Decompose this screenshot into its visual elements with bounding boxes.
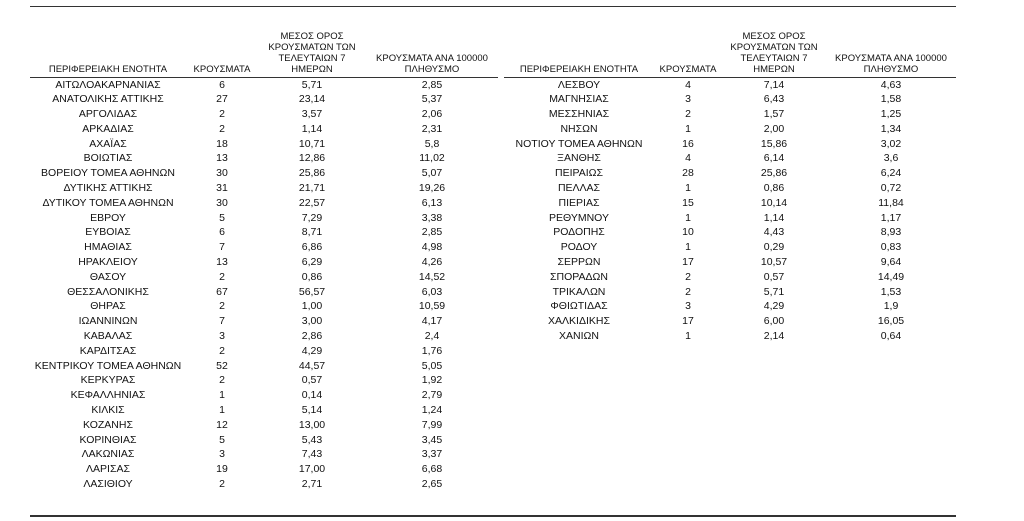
avg7-cell: 0,57 <box>301 374 323 387</box>
avg7-cell: 2,00 <box>763 122 785 135</box>
cases-table-right <box>504 20 956 344</box>
cases-cell: 52 <box>216 359 228 372</box>
cases-cell: 2 <box>219 270 225 283</box>
per100k-cell: 2,79 <box>421 389 443 402</box>
per100k-cell: 4,98 <box>421 241 443 254</box>
region-cell: ΦΘΙΩΤΙΔΑΣ <box>550 300 608 313</box>
table-body-left <box>30 77 498 492</box>
avg7-cell: 21,71 <box>298 182 326 195</box>
table-row <box>30 211 498 226</box>
cases-cell: 7 <box>219 315 225 328</box>
per100k-cell: 0,83 <box>880 241 902 254</box>
per100k-cell: 2,31 <box>421 122 443 135</box>
header-row <box>30 20 498 77</box>
region-cell: ΚΕΡΚΥΡΑΣ <box>80 374 136 387</box>
avg7-cell: 4,43 <box>763 226 785 239</box>
cases-cell: 2 <box>219 344 225 357</box>
per100k-cell: 16,05 <box>877 315 905 328</box>
region-cell: ΗΜΑΘΙΑΣ <box>84 241 132 254</box>
cases-cell: 1 <box>219 404 225 417</box>
avg7-cell: 17,00 <box>298 463 326 476</box>
region-cell: ΑΝΑΤΟΛΙΚΗΣ ΑΤΤΙΚΗΣ <box>52 93 164 106</box>
avg7-cell: 44,57 <box>298 359 326 372</box>
table-row <box>30 447 498 462</box>
cases-cell: 4 <box>685 152 691 165</box>
table-row <box>504 240 956 255</box>
cases-cell: 2 <box>219 108 225 121</box>
table-row <box>30 388 498 403</box>
per100k-cell: 11,84 <box>878 196 904 209</box>
cases-cell: 16 <box>682 137 694 150</box>
cases-cell: 2 <box>219 478 225 491</box>
table-row <box>30 151 498 166</box>
per100k-cell: 19,26 <box>418 182 446 195</box>
cases-cell: 1 <box>219 389 225 402</box>
table-row <box>504 299 956 314</box>
header-per100k: ΚΡΟΥΣΜΑΤΑ ΑΝΑ 100000 ΠΛΗΘΥΣΜΟ <box>826 20 956 77</box>
per100k-cell: 14,52 <box>418 270 446 283</box>
region-cell: ΡΕΘΥΜΝΟΥ <box>548 211 609 224</box>
per100k-cell: 1,58 <box>880 93 902 106</box>
region-cell: ΕΥΒΟΙΑΣ <box>85 226 131 239</box>
avg7-cell: 0,29 <box>763 241 785 254</box>
cases-cell: 19 <box>216 463 228 476</box>
region-cell: ΚΑΒΑΛΑΣ <box>83 330 133 343</box>
region-cell: ΜΑΓΝΗΣΙΑΣ <box>549 93 609 106</box>
table-row <box>30 107 498 122</box>
region-cell: ΔΥΤΙΚΗΣ ΑΤΤΙΚΗΣ <box>63 182 153 195</box>
per100k-cell: 1,53 <box>880 285 902 298</box>
region-cell: ΕΒΡΟΥ <box>90 211 126 224</box>
per100k-cell: 1,34 <box>880 122 902 135</box>
region-cell: ΚΟΖΑΝΗΣ <box>83 418 133 431</box>
cases-cell: 5 <box>219 433 225 446</box>
table-row <box>30 344 498 359</box>
per100k-cell: 2,85 <box>421 78 443 91</box>
region-cell: ΚΑΡΔΙΤΣΑΣ <box>79 344 137 357</box>
region-cell: ΙΩΑΝΝΙΝΩΝ <box>78 315 138 328</box>
region-cell: ΤΡΙΚΑΛΩΝ <box>552 285 606 298</box>
table-body-right <box>504 77 956 344</box>
table-row <box>504 225 956 240</box>
per100k-cell: 5,37 <box>421 93 443 106</box>
avg7-cell: 12,86 <box>298 152 326 165</box>
avg7-cell: 23,14 <box>298 93 326 106</box>
per100k-cell: 1,25 <box>880 108 902 121</box>
avg7-cell: 2,86 <box>301 330 323 343</box>
cases-cell: 3 <box>685 93 691 106</box>
table-row <box>30 137 498 152</box>
region-cell: ΑΧΑΪΑΣ <box>89 137 127 150</box>
avg7-cell: 2,71 <box>301 478 323 491</box>
avg7-cell: 5,43 <box>301 433 323 446</box>
per100k-cell: 6,68 <box>421 463 443 476</box>
cases-cell: 2 <box>219 300 225 313</box>
table-row <box>30 255 498 270</box>
region-cell: ΡΟΔΟΥ <box>560 241 598 254</box>
table-row <box>504 196 956 211</box>
region-cell: ΔΥΤΙΚΟΥ ΤΟΜΕΑ ΑΘΗΝΩΝ <box>42 196 174 209</box>
region-cell: ΘΕΣΣΑΛΟΝΙΚΗΣ <box>67 285 149 298</box>
cases-cell: 1 <box>685 211 691 224</box>
per100k-cell: 1,24 <box>421 404 443 417</box>
cases-cell: 4 <box>685 78 691 91</box>
avg7-cell: 7,14 <box>763 78 785 91</box>
header-row <box>504 20 956 77</box>
cases-cell: 6 <box>219 226 225 239</box>
cases-cell: 2 <box>685 270 691 283</box>
table-row <box>504 211 956 226</box>
avg7-cell: 5,71 <box>301 78 323 91</box>
per100k-cell: 6,03 <box>421 285 443 298</box>
cases-cell: 7 <box>219 241 225 254</box>
cases-cell: 3 <box>219 448 225 461</box>
cases-cell: 6 <box>219 78 225 91</box>
table-row <box>504 137 956 152</box>
table-row <box>30 77 498 92</box>
cases-cell: 2 <box>685 285 691 298</box>
table-row <box>30 403 498 418</box>
avg7-cell: 25,86 <box>298 167 326 180</box>
header-cases: ΚΡΟΥΣΜΑΤΑ <box>186 20 258 77</box>
per100k-cell: 6,13 <box>421 196 443 209</box>
table-row <box>30 166 498 181</box>
region-cell: ΝΟΤΙΟΥ ΤΟΜΕΑ ΑΘΗΝΩΝ <box>515 137 643 150</box>
table-row <box>30 240 498 255</box>
region-cell: ΑΡΚΑΔΙΑΣ <box>82 122 134 135</box>
avg7-cell: 7,43 <box>301 448 323 461</box>
cases-cell: 1 <box>685 182 691 195</box>
avg7-cell: 6,86 <box>301 241 323 254</box>
cases-cell: 3 <box>685 300 691 313</box>
avg7-cell: 6,43 <box>763 93 785 106</box>
region-cell: ΘΗΡΑΣ <box>90 300 126 313</box>
table-row <box>504 314 956 329</box>
cases-cell: 2 <box>219 122 225 135</box>
avg7-cell: 10,14 <box>760 196 788 209</box>
table-row <box>30 196 498 211</box>
region-cell: ΚΟΡΙΝΘΙΑΣ <box>79 433 137 446</box>
table-row <box>504 255 956 270</box>
header-avg7: ΜΕΣΟΣ ΟΡΟΣ ΚΡΟΥΣΜΑΤΩΝ ΤΩΝ ΤΕΛΕΥΤΑΙΩΝ 7 ΗΜΕΡΩΝ <box>258 20 366 77</box>
per100k-cell: 6,24 <box>880 167 902 180</box>
table-row <box>504 122 956 137</box>
per100k-cell: 5,05 <box>421 359 443 372</box>
region-cell: ΣΕΡΡΩΝ <box>557 256 601 269</box>
table-row <box>504 285 956 300</box>
table-row <box>504 92 956 107</box>
table-row <box>504 181 956 196</box>
region-cell: ΞΑΝΘΗΣ <box>557 152 601 165</box>
cases-cell: 3 <box>219 330 225 343</box>
region-cell: ΡΟΔΟΠΗΣ <box>553 226 605 239</box>
header-region: ΠΕΡΙΦΕΡΕΙΑΚΗ ΕΝΟΤΗΤΑ <box>30 20 186 77</box>
table-row <box>504 107 956 122</box>
table-row <box>30 314 498 329</box>
region-cell: ΜΕΣΣΗΝΙΑΣ <box>548 108 610 121</box>
avg7-cell: 8,71 <box>301 226 323 239</box>
cases-cell: 18 <box>216 137 228 150</box>
avg7-cell: 3,00 <box>301 315 323 328</box>
avg7-cell: 56,57 <box>298 285 326 298</box>
table-row <box>30 433 498 448</box>
avg7-cell: 1,14 <box>301 122 323 135</box>
cases-cell: 10 <box>682 226 694 239</box>
header-region: ΠΕΡΙΦΕΡΕΙΑΚΗ ΕΝΟΤΗΤΑ <box>504 20 654 77</box>
header-cases: ΚΡΟΥΣΜΑΤΑ <box>654 20 722 77</box>
per100k-cell: 11,02 <box>419 152 445 165</box>
region-cell: ΧΑΛΚΙΔΙΚΗΣ <box>548 315 610 328</box>
cases-cell: 15 <box>682 196 694 209</box>
per100k-cell: 3,37 <box>421 448 443 461</box>
avg7-cell: 0,86 <box>763 182 785 195</box>
region-cell: ΠΕΛΛΑΣ <box>557 182 601 195</box>
bottom-rule <box>30 515 956 517</box>
avg7-cell: 10,57 <box>760 256 788 269</box>
cases-cell: 30 <box>216 196 228 209</box>
cases-table-left <box>30 20 498 492</box>
cases-cell: 67 <box>216 285 228 298</box>
avg7-cell: 7,29 <box>301 211 323 224</box>
per100k-cell: 2,06 <box>421 108 443 121</box>
region-cell: ΣΠΟΡΑΔΩΝ <box>550 270 608 283</box>
table-row <box>30 299 498 314</box>
avg7-cell: 5,71 <box>763 285 785 298</box>
region-cell: ΗΡΑΚΛΕΙΟΥ <box>78 256 138 269</box>
table-row <box>30 329 498 344</box>
region-cell: ΚΕΝΤΡΙΚΟΥ ΤΟΜΕΑ ΑΘΗΝΩΝ <box>34 359 182 372</box>
cases-cell: 17 <box>682 315 694 328</box>
table-row <box>504 166 956 181</box>
per100k-cell: 1,76 <box>421 344 443 357</box>
per100k-cell: 4,63 <box>880 78 902 91</box>
per100k-cell: 1,92 <box>421 374 443 387</box>
region-cell: ΛΑΚΩΝΙΑΣ <box>81 448 135 461</box>
header-per100k: ΚΡΟΥΣΜΑΤΑ ΑΝΑ 100000 ΠΛΗΘΥΣΜΟ <box>366 20 498 77</box>
avg7-cell: 0,86 <box>301 270 323 283</box>
avg7-cell: 10,71 <box>298 137 326 150</box>
region-cell: ΒΟΙΩΤΙΑΣ <box>83 152 133 165</box>
cases-cell: 28 <box>682 167 694 180</box>
per100k-cell: 4,26 <box>421 256 443 269</box>
avg7-cell: 2,14 <box>763 330 785 343</box>
per100k-cell: 5,07 <box>421 167 443 180</box>
region-cell: ΧΑΝΙΩΝ <box>559 330 599 343</box>
region-cell: ΝΗΣΩΝ <box>560 122 598 135</box>
per100k-cell: 3,38 <box>421 211 443 224</box>
cases-cell: 13 <box>216 152 228 165</box>
cases-cell: 2 <box>685 108 691 121</box>
avg7-cell: 0,14 <box>301 389 323 402</box>
table-row <box>30 181 498 196</box>
per100k-cell: 2,85 <box>421 226 443 239</box>
avg7-cell: 6,14 <box>763 152 785 165</box>
region-cell: ΠΙΕΡΙΑΣ <box>558 196 600 209</box>
cases-cell: 31 <box>216 182 228 195</box>
per100k-cell: 10,59 <box>418 300 446 313</box>
avg7-cell: 1,00 <box>301 300 323 313</box>
table-row <box>30 285 498 300</box>
per100k-cell: 2,4 <box>424 330 440 343</box>
avg7-cell: 4,29 <box>763 300 785 313</box>
table-row <box>30 462 498 477</box>
region-cell: ΚΙΛΚΙΣ <box>91 404 125 417</box>
per100k-cell: 1,9 <box>883 300 899 313</box>
table-row <box>504 329 956 344</box>
cases-cell: 1 <box>685 122 691 135</box>
avg7-cell: 25,86 <box>760 167 788 180</box>
per100k-cell: 1,17 <box>880 211 902 224</box>
avg7-cell: 15,86 <box>760 137 788 150</box>
region-cell: ΑΡΓΟΛΙΔΑΣ <box>78 108 138 121</box>
avg7-cell: 5,14 <box>301 404 323 417</box>
top-rule <box>30 6 956 7</box>
per100k-cell: 0,72 <box>880 182 902 195</box>
avg7-cell: 1,14 <box>763 211 785 224</box>
region-cell: ΒΟΡΕΙΟΥ ΤΟΜΕΑ ΑΘΗΝΩΝ <box>41 167 175 180</box>
avg7-cell: 13,00 <box>298 418 326 431</box>
avg7-cell: 6,00 <box>763 315 785 328</box>
cases-cell: 1 <box>685 330 691 343</box>
table-row <box>504 270 956 285</box>
cases-cell: 13 <box>216 256 228 269</box>
region-cell: ΘΑΣΟΥ <box>89 270 127 283</box>
avg7-cell: 4,29 <box>301 344 323 357</box>
per100k-cell: 0,64 <box>880 330 902 343</box>
per100k-cell: 3,02 <box>880 137 902 150</box>
table-row <box>30 92 498 107</box>
avg7-cell: 1,57 <box>763 108 785 121</box>
region-cell: ΛΑΣΙΘΙΟΥ <box>83 478 133 491</box>
table-row <box>30 477 498 492</box>
cases-cell: 27 <box>216 93 228 106</box>
cases-cell: 12 <box>216 418 228 431</box>
table-row <box>504 77 956 92</box>
table-row <box>30 418 498 433</box>
per100k-cell: 7,99 <box>421 418 443 431</box>
per100k-cell: 3,45 <box>421 433 443 446</box>
table-row <box>30 359 498 374</box>
per100k-cell: 2,65 <box>421 478 443 491</box>
cases-cell: 17 <box>682 256 694 269</box>
per100k-cell: 4,17 <box>421 315 443 328</box>
cases-cell: 1 <box>685 241 691 254</box>
header-avg7: ΜΕΣΟΣ ΟΡΟΣ ΚΡΟΥΣΜΑΤΩΝ ΤΩΝ ΤΕΛΕΥΤΑΙΩΝ 7 ΗΜΕΡΩΝ <box>722 20 826 77</box>
region-cell: ΛΕΣΒΟΥ <box>557 78 601 91</box>
avg7-cell: 22,57 <box>298 196 326 209</box>
cases-cell: 30 <box>216 167 228 180</box>
region-cell: ΛΑΡΙΣΑΣ <box>86 463 130 476</box>
cases-cell: 2 <box>219 374 225 387</box>
table-row <box>30 225 498 240</box>
table-row <box>504 151 956 166</box>
avg7-cell: 3,57 <box>301 108 323 121</box>
table-row <box>30 373 498 388</box>
avg7-cell: 0,57 <box>763 270 785 283</box>
table-row <box>30 270 498 285</box>
per100k-cell: 3,6 <box>883 152 899 165</box>
region-cell: ΠΕΙΡΑΙΩΣ <box>555 167 603 180</box>
per100k-cell: 8,93 <box>880 226 902 239</box>
table-row <box>30 122 498 137</box>
avg7-cell: 6,29 <box>301 256 323 269</box>
region-cell: ΑΙΤΩΛΟΑΚΑΡΝΑΝΙΑΣ <box>55 78 161 91</box>
region-cell: ΚΕΦΑΛΛΗΝΙΑΣ <box>70 389 146 402</box>
per100k-cell: 5,8 <box>424 137 440 150</box>
per100k-cell: 14,49 <box>877 270 905 283</box>
cases-cell: 5 <box>219 211 225 224</box>
per100k-cell: 9,64 <box>880 256 902 269</box>
